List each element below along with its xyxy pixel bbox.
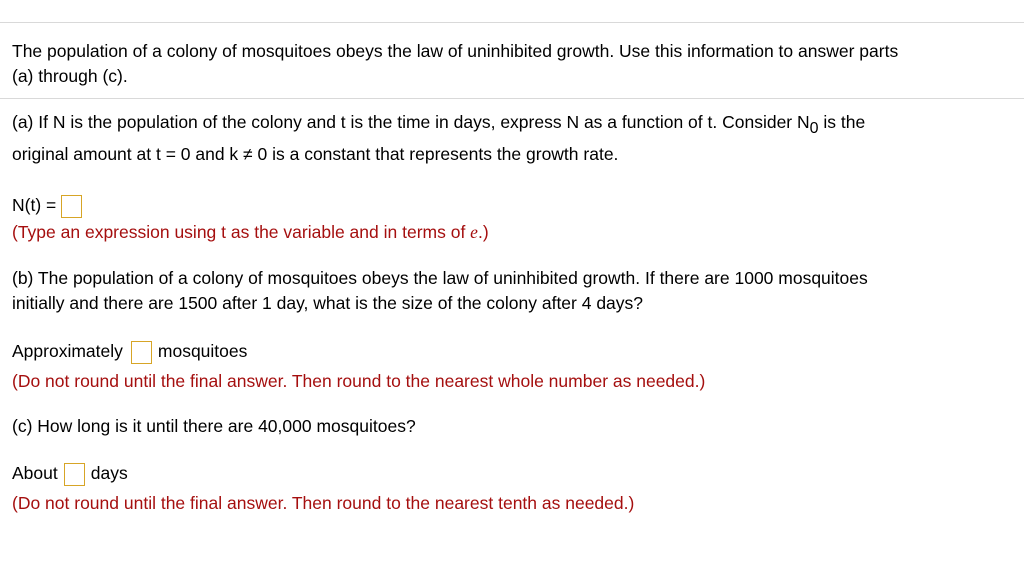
part-a-hint [12,220,489,244]
part-c-answer-row [12,461,128,486]
mosquitoes-unit-label: mosquitoes [157,341,248,361]
about-label: About [12,463,58,483]
part-b-hint: (Do not round until the final answer. Then round to the nearest whole number as needed.) [12,371,706,391]
part-b-answer-row [12,339,247,364]
part-a-text-prefix: (a) If N is the population of the colony and t is the time in days, express N as a function of t. Consider N [12,112,810,132]
part-b-question-line-1: (b) The population of a colony of mosquitoes obeys the law of uninhibited growth. If there are 1000 mosquitoes [12,268,868,288]
n-of-t-label: N(t) = [12,195,57,215]
approximately-label: Approximately [12,341,123,361]
section-divider [0,98,1024,99]
days-answer-box[interactable] [64,463,85,486]
intro-line-2: (a) through (c). [12,66,128,86]
part-b-question-line-2: initially and there are 1500 after 1 day, what is the size of the colony after 4 days? [12,293,644,313]
part-a-hint-suffix: .) [477,222,489,242]
intro-line-1: The population of a colony of mosquitoes obeys the law of uninhibited growth. Use this information to answer parts [12,41,899,61]
top-divider [0,22,1024,23]
subscript-zero: 0 [809,120,819,137]
part-a-answer-row [12,193,82,218]
days-unit-label: days [90,463,128,483]
part-a-question-line-2: original amount at t = 0 and k ≠ 0 is a constant that represents the growth rate. [12,144,619,164]
part-a-hint-prefix: (Type an expression using t as the variable and in terms of [12,222,471,242]
part-a-question-line-1 [12,110,865,136]
part-a-text-suffix: is the [818,112,866,132]
n-of-t-answer-box[interactable] [61,195,82,218]
euler-e: e [470,222,478,242]
part-c-hint: (Do not round until the final answer. Then round to the nearest tenth as needed.) [12,493,635,513]
part-c-question: (c) How long is it until there are 40,000 mosquitoes? [12,416,416,436]
mosquitoes-answer-box[interactable] [131,341,152,364]
